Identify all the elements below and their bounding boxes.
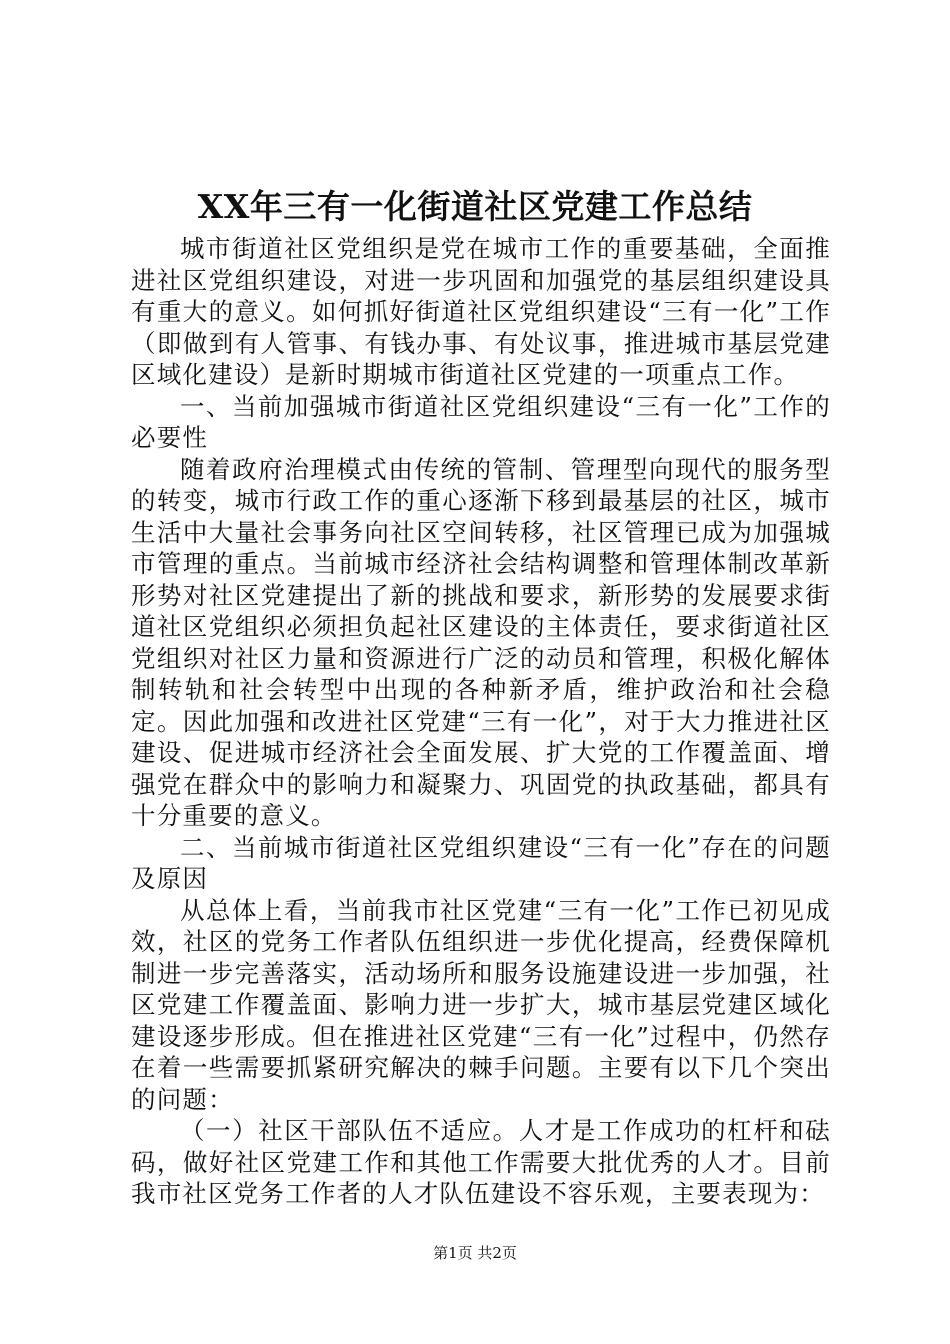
heading-section-2: 二、当前城市街道社区党组织建设“三有一化”存在的问题及原因 bbox=[131, 832, 831, 893]
document-body bbox=[131, 233, 831, 1210]
paragraph-overview: 从总体上看，当前我市社区党建“三有一化”工作已初见成效，社区的党务工作者队伍组织进一步优化提高，经费保障机制进一步完善落实，活动场所和服务设施建设进一步加强，社区党建工作覆盖面、影响力进一步扩大，城市基层党建区域化建设逐步形成。但在推进社区党建“三有一化”过程中，仍然存在着一些需要抓紧研究解决的棘手问题。主要有以下几个突出的问题： bbox=[131, 895, 831, 1114]
heading-section-1: 一、当前加强城市街道社区党组织建设“三有一化”工作的必要性 bbox=[131, 391, 831, 452]
document-title: XX年三有一化街道社区党建工作总结 bbox=[197, 187, 753, 226]
paragraph-subsection-1: （一）社区干部队伍不适应。人才是工作成功的杠杆和砝码，做好社区党建工作和其他工作需要大批优秀的人才。目前我市社区党务工作者的人才队伍建设不容乐观，主要表现为： bbox=[131, 1116, 831, 1208]
paragraph-necessity: 随着政府治理模式由传统的管制、管理型向现代的服务型的转变，城市行政工作的重心逐渐下移到最基层的社区，城市生活中大量社会事务向社区空间转移，社区管理已成为加强城市管理的重点。当前城市经济社会结构调整和管理体制改革新形势对社区党建提出了新的挑战和要求，新形势的发展要求街道社区党组织必须担负起社区建设的主体责任，要求街道社区党组织对社区力量和资源进行广泛的动员和管理，积极化解体制转轨和社会转型中出现的各种新矛盾，维护政治和社会稳定。因此加强和改进社区党建“三有一化”，对于大力推进社区建设、促进城市经济社会全面发展、扩大党的工作覆盖面、增强党在群众中的影响力和凝聚力、巩固党的执政基础，都具有十分重要的意义。 bbox=[131, 454, 831, 830]
paragraph-intro: 城市街道社区党组织是党在城市工作的重要基础，全面推进社区党组织建设，对进一步巩固和加强党的基层组织建设具有重大的意义。如何抓好街道社区党组织建设“三有一化”工作（即做到有人管事、有钱办事、有处议事，推进城市基层党建区域化建设）是新时期城市街道社区党建的一项重点工作。 bbox=[131, 234, 831, 389]
page-footer: 第1页 共2页 bbox=[433, 1244, 517, 1262]
